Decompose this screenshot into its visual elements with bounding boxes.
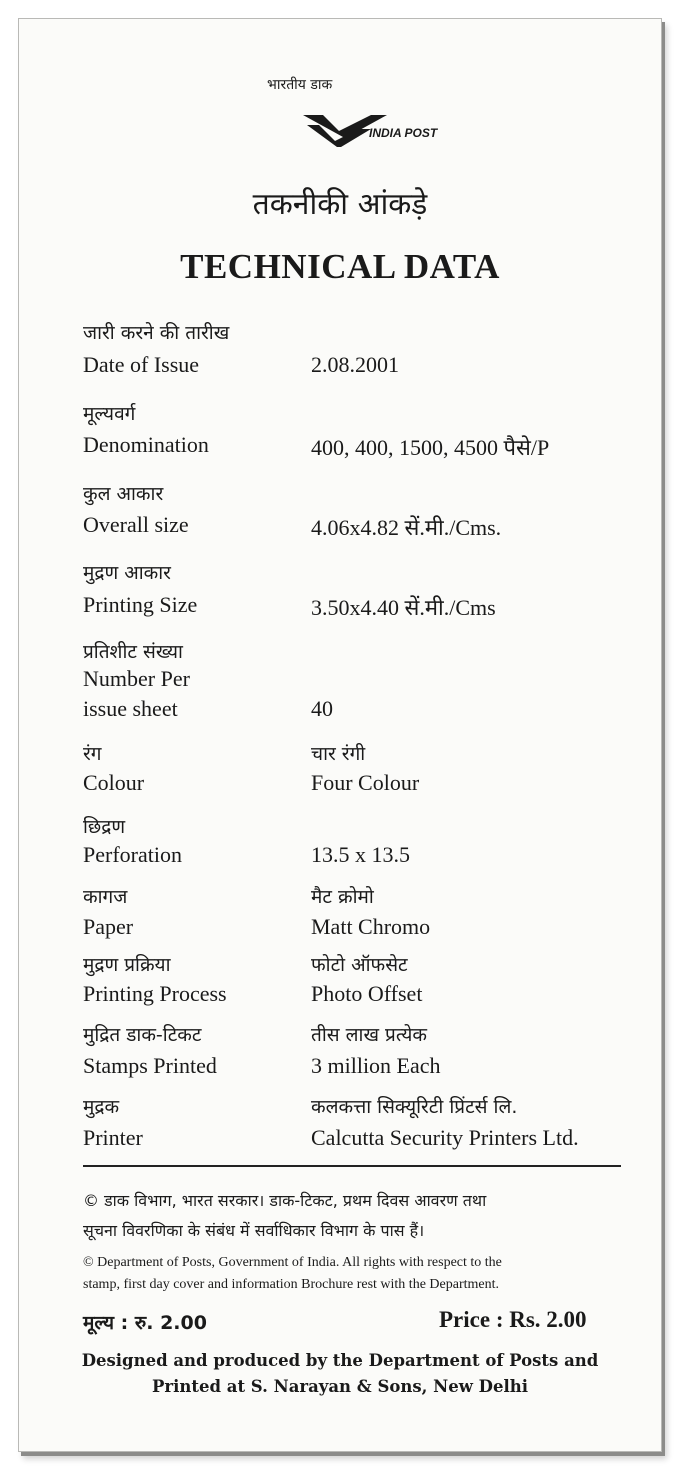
divider xyxy=(83,1165,621,1167)
row-value: 3.50x4.40 सें.मी./Cms xyxy=(311,595,496,620)
row-label: Perforation xyxy=(83,842,182,867)
brochure-sheet xyxy=(18,18,662,1452)
row-label-hindi: मूल्यवर्ग xyxy=(83,403,136,425)
row-label: Colour xyxy=(83,770,145,795)
row-label-hindi: छिद्रण xyxy=(83,816,126,838)
row-value: 2.08.2001 xyxy=(311,352,399,377)
row-value-hindi: तीस लाख प्रत्येक xyxy=(311,1024,427,1046)
row-label-hindi: मुद्रित डाक-टिकट xyxy=(83,1024,202,1046)
row-label: Printer xyxy=(83,1125,143,1150)
row-value: 3 million Each xyxy=(311,1053,441,1078)
row-value: 4.06x4.82 सें.मी./Cms. xyxy=(311,515,502,540)
credits-line2: Printed at S. Narayan & Sons, New Delhi xyxy=(151,1377,529,1396)
row-label-hindi: प्रतिशीट संख्या xyxy=(83,641,183,663)
price: Price : Rs. 2.00 xyxy=(439,1307,587,1332)
row-label: Denomination xyxy=(83,432,209,457)
row-label-line2: issue sheet xyxy=(83,696,178,721)
row-value-hindi: मैट क्रोमो xyxy=(311,886,374,908)
row-label-hindi: रंग xyxy=(83,743,102,765)
row-label-hindi: मुद्रण प्रक्रिया xyxy=(83,954,171,976)
copyright-hindi-line2: सूचना विवरणिका के संबंध में सर्वाधिकार विभाग के पास हैं। xyxy=(83,1221,425,1240)
row-value: Photo Offset xyxy=(311,981,423,1006)
row-label: Printing Size xyxy=(83,592,198,617)
page-title: TECHNICAL DATA xyxy=(180,247,500,286)
row-value: 400, 400, 1500, 4500 पैसे/P xyxy=(311,435,550,460)
row-label: Number Per xyxy=(83,666,190,691)
price-hindi: मूल्य : रु. 2.00 xyxy=(83,1312,207,1334)
row-label: Overall size xyxy=(83,512,189,537)
copyright-english-line2: stamp, first day cover and information Brochure rest with the Department. xyxy=(83,1277,499,1292)
row-value: 40 xyxy=(311,696,333,721)
row-label-hindi: कुल आकार xyxy=(83,483,164,505)
row-value: 13.5 x 13.5 xyxy=(311,842,410,867)
logo-hindi-text: भारतीय डाक xyxy=(267,77,333,93)
row-label-hindi: जारी करने की तारीख xyxy=(83,322,230,344)
row-value: Four Colour xyxy=(311,770,420,795)
row-label: Stamps Printed xyxy=(83,1053,217,1078)
row-label: Date of Issue xyxy=(83,352,200,377)
row-value-hindi: चार रंगी xyxy=(311,743,366,765)
row-value: Calcutta Security Printers Ltd. xyxy=(311,1125,579,1150)
row-value-hindi: फोटो ऑफसेट xyxy=(311,954,408,976)
copyright-english: © Department of Posts, Government of India. All rights with respect to the xyxy=(83,1255,502,1270)
credits-line1: Designed and produced by the Department of Posts and xyxy=(81,1351,599,1370)
page-title-hindi: तकनीकी आंकड़े xyxy=(252,187,428,222)
row-value-hindi: कलकत्ता सिक्यूरिटी प्रिंटर्स लि. xyxy=(311,1096,518,1118)
row-label: Paper xyxy=(83,914,134,939)
logo-english-text: INDIA POST xyxy=(369,126,438,140)
row-label: Printing Process xyxy=(83,981,227,1006)
row-value: Matt Chromo xyxy=(311,914,431,939)
copyright-hindi: © डाक विभाग, भारत सरकार। डाक-टिकट, प्रथम दिवस आवरण तथा xyxy=(83,1191,487,1210)
row-label-hindi: मुद्रण आकार xyxy=(83,562,171,584)
row-label-hindi: कागज xyxy=(83,886,128,908)
row-label-hindi: मुद्रक xyxy=(83,1096,120,1118)
